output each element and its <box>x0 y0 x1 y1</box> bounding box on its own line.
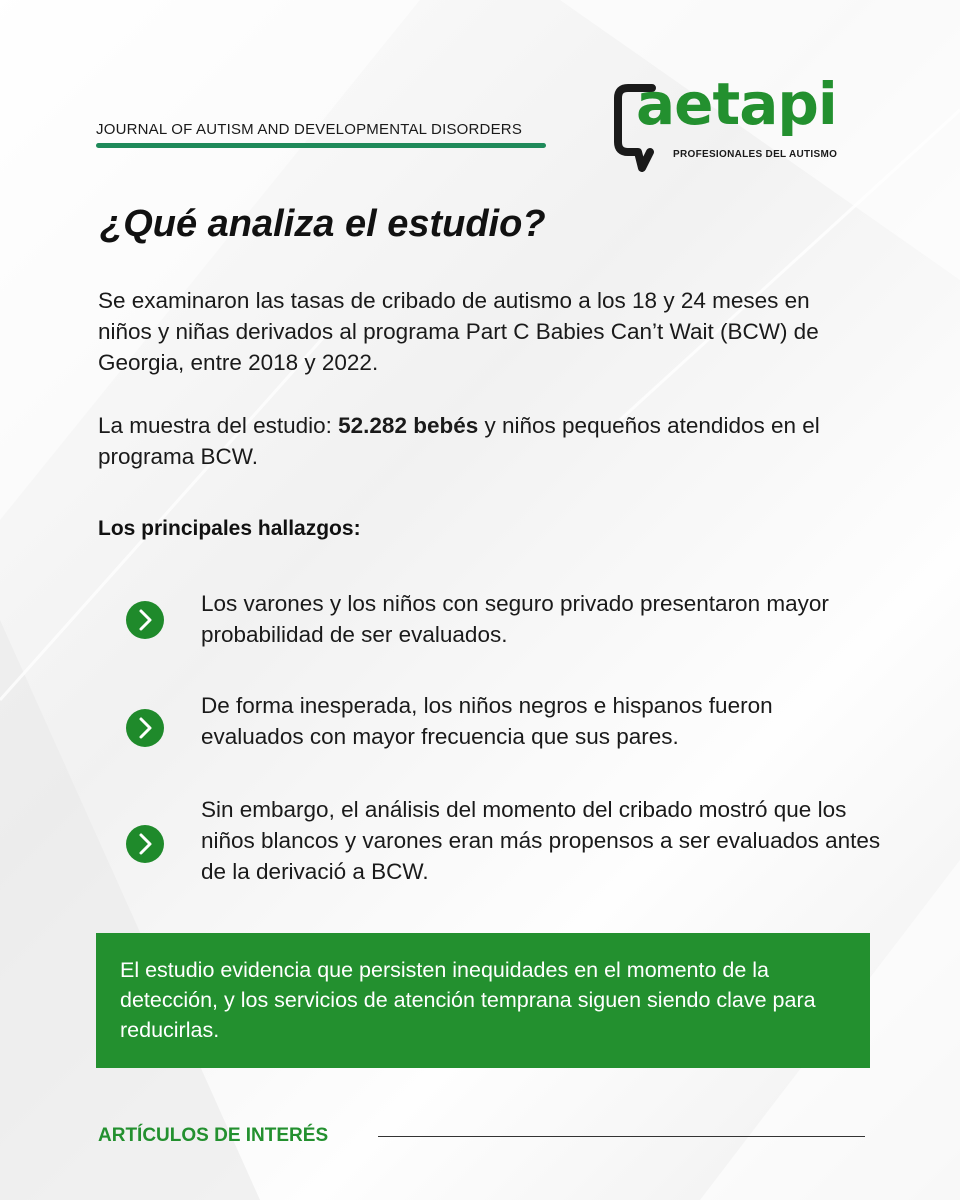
related-articles-link[interactable]: ARTÍCULOS DE INTERÉS <box>98 1125 329 1146</box>
conclusion-text: El estudio evidencia que persisten inequidades en el momento de la detección, y los servicios de atención temprana siguen siendo clave para reducirlas. <box>120 958 816 1042</box>
finding-text: Sin embargo, el análisis del momento del cribado mostró que los niños blancos y varones eran más propensos a ser evaluados antes de la derivació a BCW. <box>201 797 881 884</box>
conclusion-callout <box>96 933 870 1068</box>
chevron-right-icon <box>126 825 164 863</box>
findings-heading: Los principales hallazgos: <box>98 517 361 540</box>
intro-paragraph: Se examinaron las tasas de cribado de autismo a los 18 y 24 meses en niños y niñas derivados al programa Part C Babies Can’t Wait (BCW) de Georgia, entre 2018 y 2022. <box>98 288 819 375</box>
sample-count: 52.282 bebés <box>338 413 479 438</box>
chevron-right-icon <box>126 709 164 747</box>
page-title: ¿Qué analiza el estudio? <box>100 203 546 245</box>
logo-wordmark: aetapi <box>636 70 837 138</box>
sample-paragraph <box>98 410 858 472</box>
logo-tagline: PROFESIONALES DEL AUTISMO <box>673 149 838 160</box>
aetapi-logo <box>612 70 842 168</box>
journal-underline <box>96 143 546 148</box>
finding-text: De forma inesperada, los niños negros e hispanos fueron evaluados con mayor frecuencia que sus pares. <box>201 693 773 749</box>
finding-text: Los varones y los niños con seguro privado presentaron mayor probabilidad de ser evaluados. <box>201 591 829 647</box>
sample-prefix: La muestra del estudio: <box>98 413 339 438</box>
journal-name: JOURNAL OF AUTISM AND DEVELOPMENTAL DISORDERS <box>96 121 523 138</box>
sample-suffix: y niños pequeños atendidos en el programa BCW. <box>98 413 820 469</box>
footer-divider <box>378 1136 865 1137</box>
chevron-right-icon <box>126 601 164 639</box>
